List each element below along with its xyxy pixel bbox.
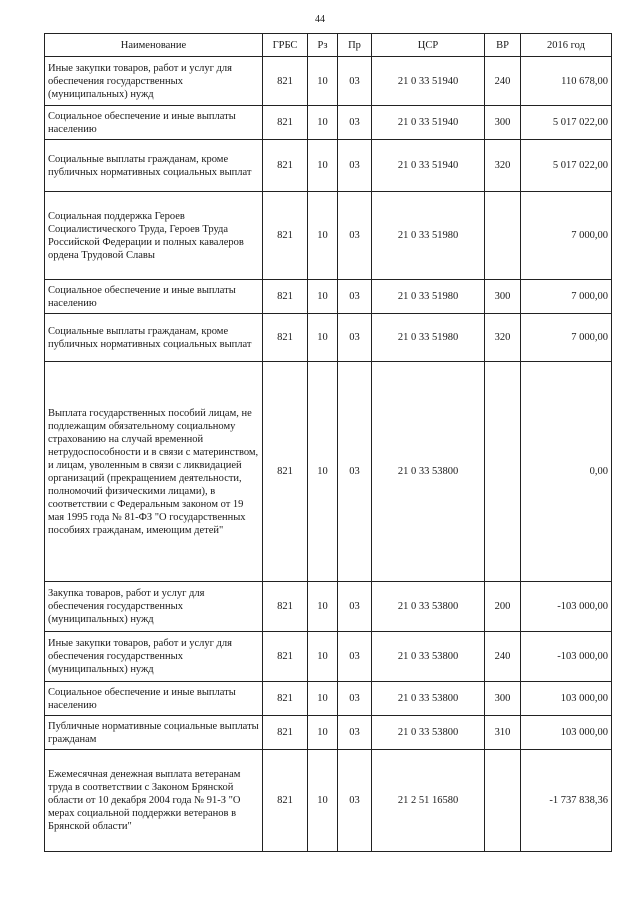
row-pr: 03	[338, 140, 372, 192]
header-year: 2016 год	[521, 34, 612, 57]
row-name: Социальное обеспечение и иные выплаты населению	[45, 682, 263, 716]
row-pr: 03	[338, 632, 372, 682]
row-csr: 21 0 33 53800	[372, 362, 485, 582]
row-vr: 320	[485, 140, 521, 192]
row-name: Иные закупки товаров, работ и услуг для обеспечения государственных (муниципальных) нужд	[45, 57, 263, 106]
table-row	[45, 750, 612, 852]
row-pr: 03	[338, 280, 372, 314]
row-amount: -103 000,00	[521, 632, 612, 682]
row-rz: 10	[308, 280, 338, 314]
row-pr: 03	[338, 362, 372, 582]
row-rz: 10	[308, 716, 338, 750]
header-pr: Пр	[338, 34, 372, 57]
row-vr: 300	[485, 106, 521, 140]
row-grbs: 821	[263, 140, 308, 192]
row-rz: 10	[308, 582, 338, 632]
row-csr: 21 0 33 51940	[372, 57, 485, 106]
row-amount: 7 000,00	[521, 280, 612, 314]
table-row	[45, 106, 612, 140]
row-amount: 5 017 022,00	[521, 106, 612, 140]
row-grbs: 821	[263, 750, 308, 852]
row-pr: 03	[338, 716, 372, 750]
row-pr: 03	[338, 582, 372, 632]
header-vr: ВР	[485, 34, 521, 57]
row-grbs: 821	[263, 192, 308, 280]
row-vr: 240	[485, 632, 521, 682]
row-pr: 03	[338, 192, 372, 280]
row-rz: 10	[308, 632, 338, 682]
row-grbs: 821	[263, 57, 308, 106]
row-csr: 21 0 33 51940	[372, 140, 485, 192]
row-name: Социальные выплаты гражданам, кроме публичных нормативных социальных выплат	[45, 140, 263, 192]
row-name: Иные закупки товаров, работ и услуг для обеспечения государственных (муниципальных) нужд	[45, 632, 263, 682]
row-csr: 21 2 51 16580	[372, 750, 485, 852]
header-grbs: ГРБС	[263, 34, 308, 57]
row-csr: 21 0 33 53800	[372, 582, 485, 632]
row-vr: 310	[485, 716, 521, 750]
table-row	[45, 362, 612, 582]
table-row	[45, 192, 612, 280]
row-csr: 21 0 33 53800	[372, 632, 485, 682]
row-csr: 21 0 33 53800	[372, 716, 485, 750]
row-csr: 21 0 33 53800	[372, 682, 485, 716]
row-grbs: 821	[263, 314, 308, 362]
row-grbs: 821	[263, 582, 308, 632]
row-grbs: 821	[263, 106, 308, 140]
row-grbs: 821	[263, 362, 308, 582]
page-number: 44	[315, 14, 325, 25]
row-amount: -103 000,00	[521, 582, 612, 632]
row-rz: 10	[308, 362, 338, 582]
row-vr: 200	[485, 582, 521, 632]
table-row	[45, 632, 612, 682]
row-vr: 240	[485, 57, 521, 106]
row-name: Ежемесячная денежная выплата ветеранам труда в соответствии с Законом Брянской области от 10 декабря 2004 года № 91-З "О мерах социальной поддержки ветеранов в Брянской области"	[45, 750, 263, 852]
row-amount: 103 000,00	[521, 716, 612, 750]
header-rz: Рз	[308, 34, 338, 57]
row-rz: 10	[308, 192, 338, 280]
header-name: Наименование	[45, 34, 263, 57]
table-row	[45, 140, 612, 192]
row-amount: -1 737 838,36	[521, 750, 612, 852]
row-amount: 0,00	[521, 362, 612, 582]
row-csr: 21 0 33 51980	[372, 192, 485, 280]
row-pr: 03	[338, 314, 372, 362]
row-rz: 10	[308, 106, 338, 140]
row-rz: 10	[308, 750, 338, 852]
row-amount: 5 017 022,00	[521, 140, 612, 192]
row-rz: 10	[308, 140, 338, 192]
table-row	[45, 716, 612, 750]
row-name: Публичные нормативные социальные выплаты гражданам	[45, 716, 263, 750]
row-pr: 03	[338, 106, 372, 140]
row-name: Выплата государственных пособий лицам, не подлежащим обязательному социальному страхованию на случай временной нетрудоспособности и в связи с материнством, и лицам, уволенным в связи с ликвидацией организаций (прекращением деятельности, полномочий физическими лицами), в соответствии с Федеральным законом от 19 мая 1995 года № 81-ФЗ "О государственных пособиях гражданам, имеющим детей"	[45, 362, 263, 582]
row-grbs: 821	[263, 632, 308, 682]
row-pr: 03	[338, 682, 372, 716]
table-header-row	[45, 34, 612, 57]
row-amount: 7 000,00	[521, 192, 612, 280]
row-rz: 10	[308, 314, 338, 362]
row-name: Социальная поддержка Героев Социалистического Труда, Героев Труда Российской Федерации и полных кавалеров ордена Трудовой Славы	[45, 192, 263, 280]
row-csr: 21 0 33 51940	[372, 106, 485, 140]
row-amount: 110 678,00	[521, 57, 612, 106]
row-vr	[485, 750, 521, 852]
row-pr: 03	[338, 57, 372, 106]
row-name: Социальные выплаты гражданам, кроме публичных нормативных социальных выплат	[45, 314, 263, 362]
row-grbs: 821	[263, 716, 308, 750]
row-name: Социальное обеспечение и иные выплаты населению	[45, 106, 263, 140]
row-vr: 300	[485, 280, 521, 314]
row-grbs: 821	[263, 280, 308, 314]
row-csr: 21 0 33 51980	[372, 280, 485, 314]
row-grbs: 821	[263, 682, 308, 716]
table-row	[45, 682, 612, 716]
row-vr: 320	[485, 314, 521, 362]
row-vr: 300	[485, 682, 521, 716]
table-row	[45, 280, 612, 314]
row-amount: 103 000,00	[521, 682, 612, 716]
row-vr	[485, 362, 521, 582]
table-row	[45, 314, 612, 362]
row-vr	[485, 192, 521, 280]
row-name: Закупка товаров, работ и услуг для обеспечения государственных (муниципальных) нужд	[45, 582, 263, 632]
row-name: Социальное обеспечение и иные выплаты населению	[45, 280, 263, 314]
row-rz: 10	[308, 57, 338, 106]
table-row	[45, 582, 612, 632]
table-row	[45, 57, 612, 106]
header-csr: ЦСР	[372, 34, 485, 57]
row-rz: 10	[308, 682, 338, 716]
row-pr: 03	[338, 750, 372, 852]
row-amount: 7 000,00	[521, 314, 612, 362]
row-csr: 21 0 33 51980	[372, 314, 485, 362]
budget-table	[44, 33, 612, 852]
